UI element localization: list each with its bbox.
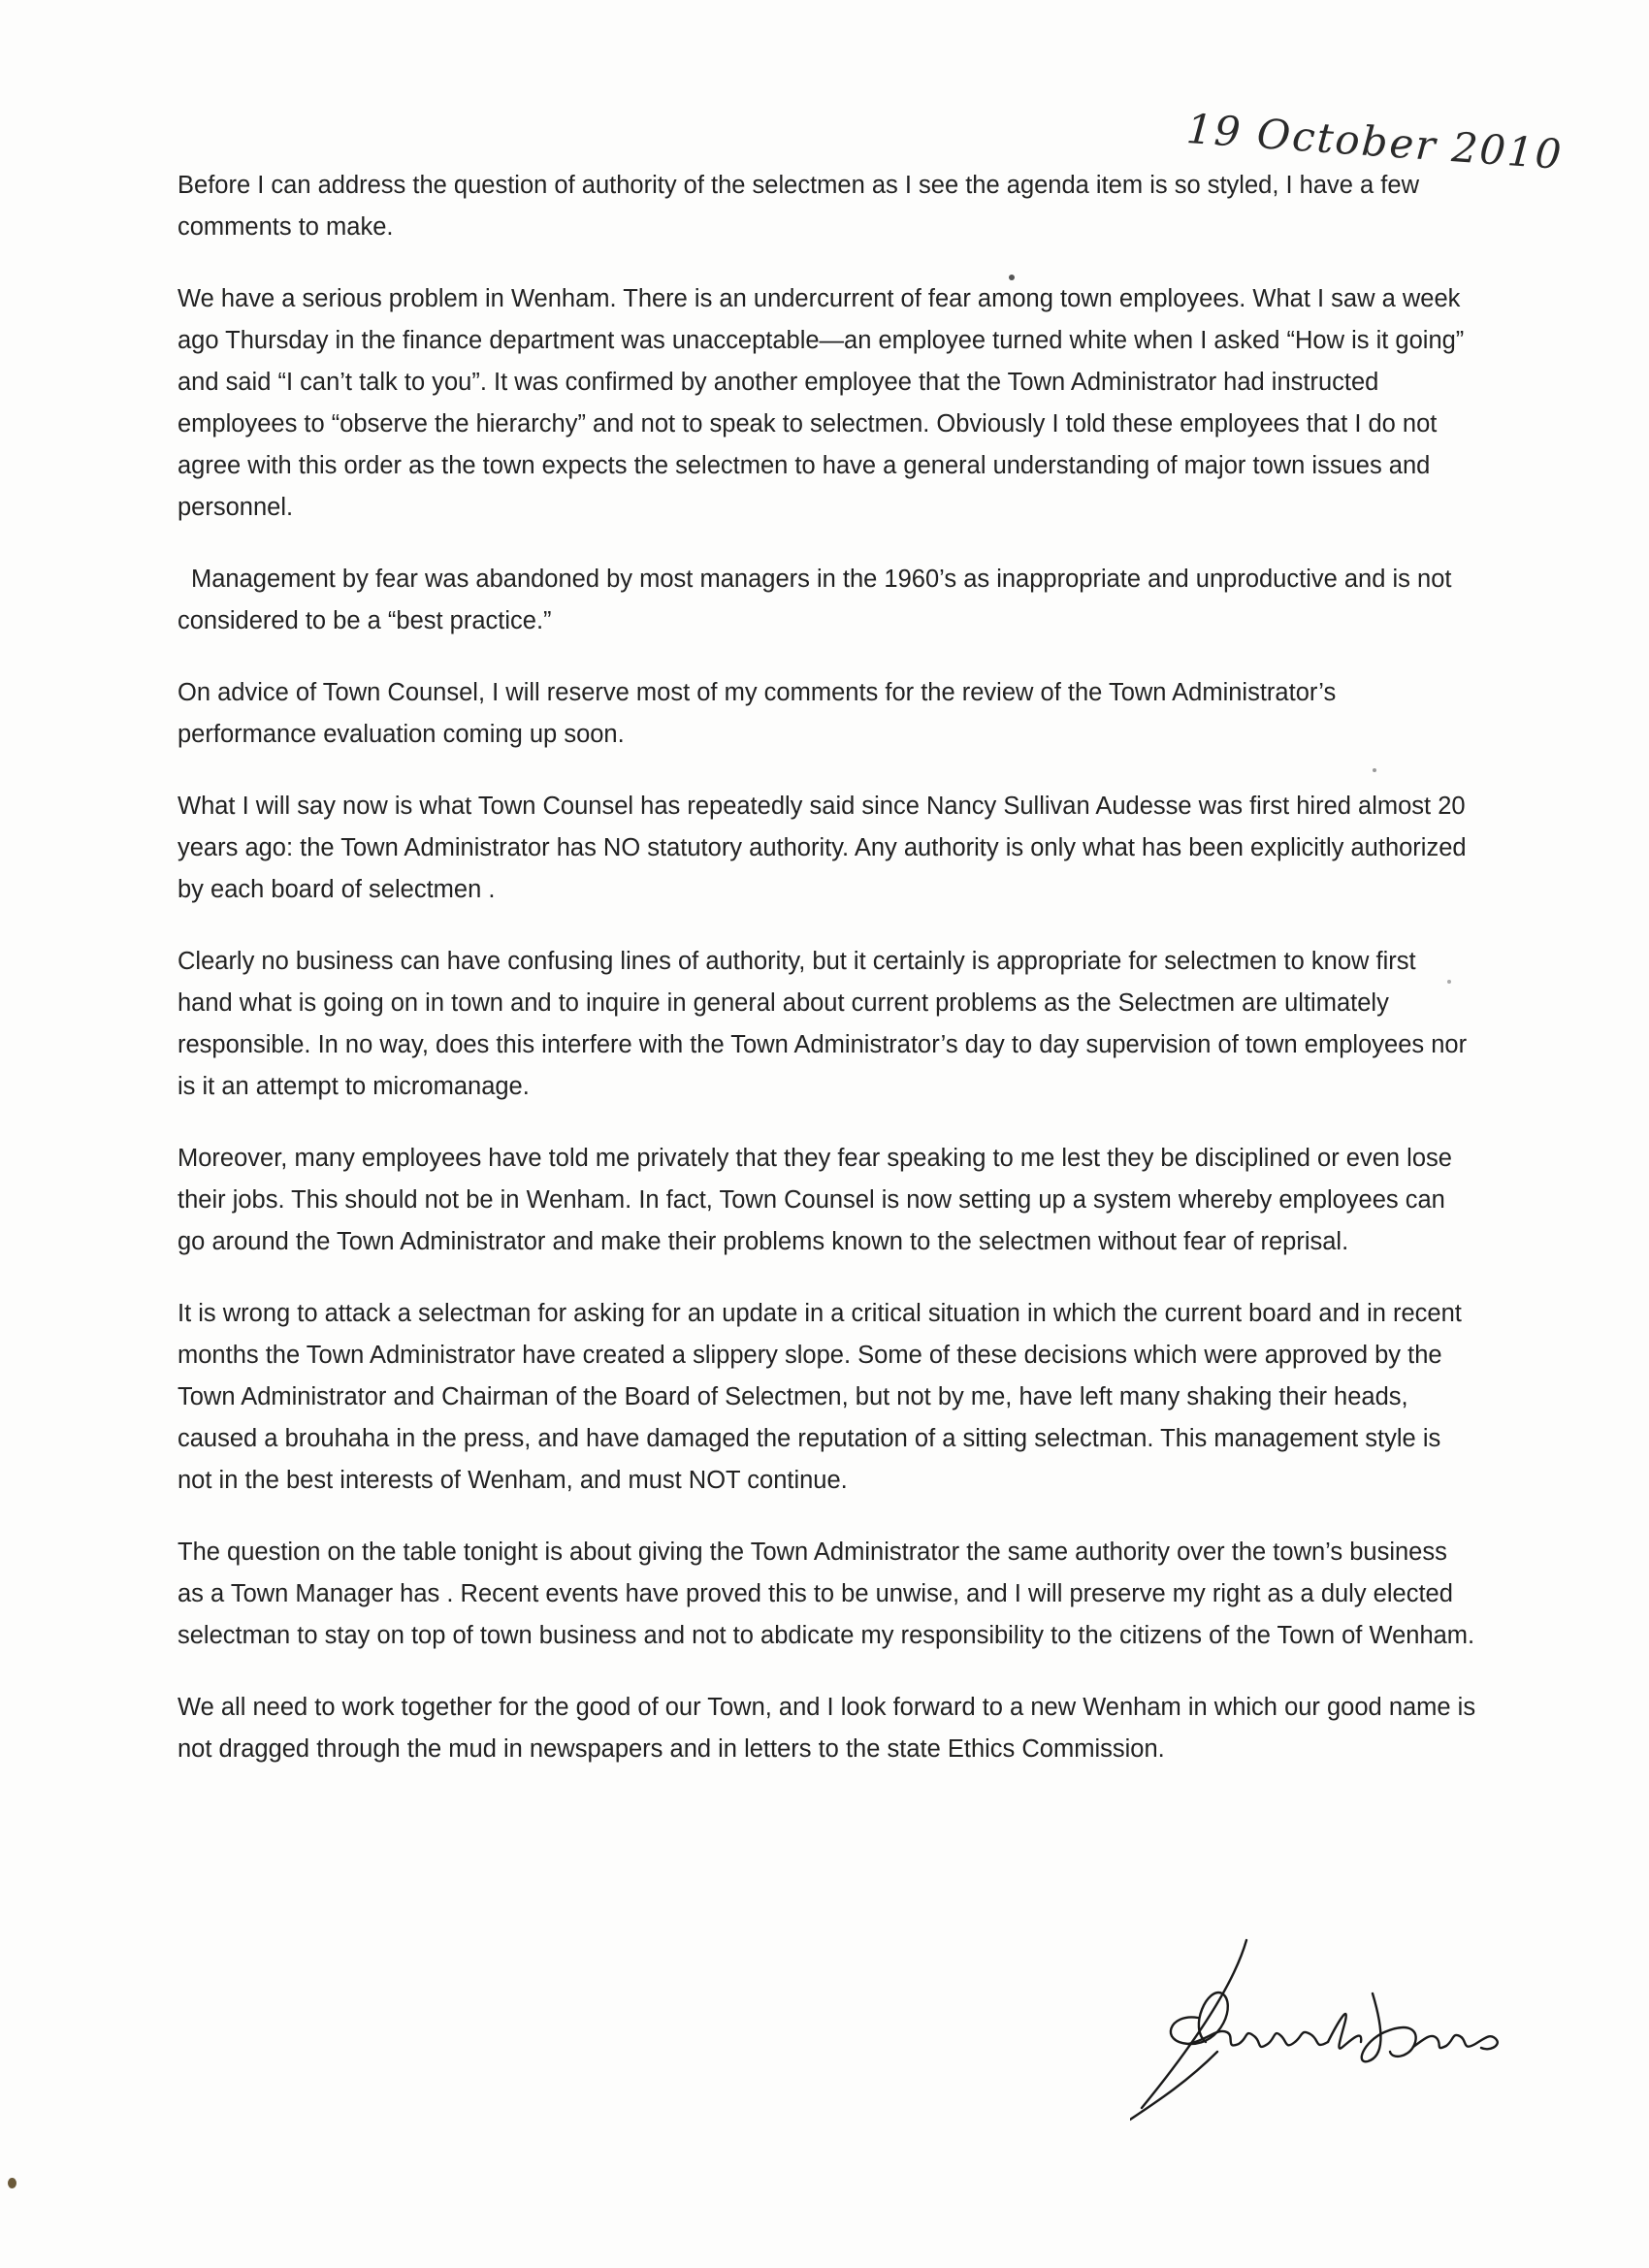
handwritten-date: 19 October 2010 bbox=[1184, 105, 1566, 179]
scan-speck bbox=[8, 2178, 16, 2188]
scan-speck bbox=[1447, 980, 1451, 984]
paragraph-3: Management by fear was abandoned by most managers in the 1960’s as inappropriate and unproductive and is not considered to be a “best practice.” bbox=[178, 566, 1452, 634]
handwritten-signature bbox=[1130, 1935, 1518, 2129]
paragraph-10: We all need to work together for the good of our Town, and I look forward to a new Wenham in which our good name is not dragged through the mud in newspapers and in letters to the state Ethics Commission. bbox=[178, 1694, 1476, 1763]
paragraph-9: The question on the table tonight is about giving the Town Administrator the same authority over the town’s business as a Town Manager has . Recent events have proved this to be unwise, and I will preserve my right as a duly elected selectman to stay on top of town business and not to abdicate my responsibility to the citizens of the Town of Wenham. bbox=[178, 1539, 1475, 1649]
letter-body bbox=[178, 165, 1477, 1800]
paragraph-5: What I will say now is what Town Counsel has repeatedly said since Nancy Sullivan Audesse was first hired almost 20 years ago: the Town Administrator has NO statutory authority. Any authority is only what has been explicitly authorized by each board of selectmen . bbox=[178, 793, 1467, 903]
paragraph-1: Before I can address the question of authority of the selectmen as I see the agenda item is so styled, I have a few comments to make. bbox=[178, 172, 1419, 241]
paragraph-4: On advice of Town Counsel, I will reserve most of my comments for the review of the Town Administrator’s performance evaluation coming up soon. bbox=[178, 679, 1337, 748]
scan-speck bbox=[1009, 275, 1015, 280]
paragraph-6: Clearly no business can have confusing lines of authority, but it certainly is appropriate for selectmen to know first hand what is going on in town and to inquire in general about current problems as the Selectmen are ultimately responsible. In no way, does this interfere with the Town Administrator’s day to day supervision of town employees nor is it an attempt to micromanage. bbox=[178, 948, 1468, 1100]
scan-speck bbox=[1373, 768, 1376, 772]
paragraph-7: Moreover, many employees have told me privately that they fear speaking to me lest they be disciplined or even lose their jobs. This should not be in Wenham. In fact, Town Counsel is now setting up a system whereby employees can go around the Town Administrator and make their problems known to the selectmen without fear of reprisal. bbox=[178, 1145, 1452, 1255]
paragraph-8: It is wrong to attack a selectman for asking for an update in a critical situation in which the current board and in recent months the Town Administrator have created a slippery slope. Some of these decisions which were approved by the Town Administrator and Chairman of the Board of Selectmen, but not by me, have left many shaking their heads, caused a brouhaha in the press, and have damaged the reputation of a sitting selectman. This management style is not in the best interests of Wenham, and must NOT continue. bbox=[178, 1300, 1462, 1494]
paragraph-2: We have a serious problem in Wenham. There is an undercurrent of fear among town employees. What I saw a week ago Thursday in the finance department was unacceptable—an employee turned white when I asked “How is it going” and said “I can’t talk to you”. It was confirmed by another employee that the Town Administrator had instructed employees to “observe the hierarchy” and not to speak to selectmen. Obviously I told these employees that I do not agree with this order as the town expects the selectmen to have a general understanding of major town issues and personnel. bbox=[178, 285, 1465, 521]
